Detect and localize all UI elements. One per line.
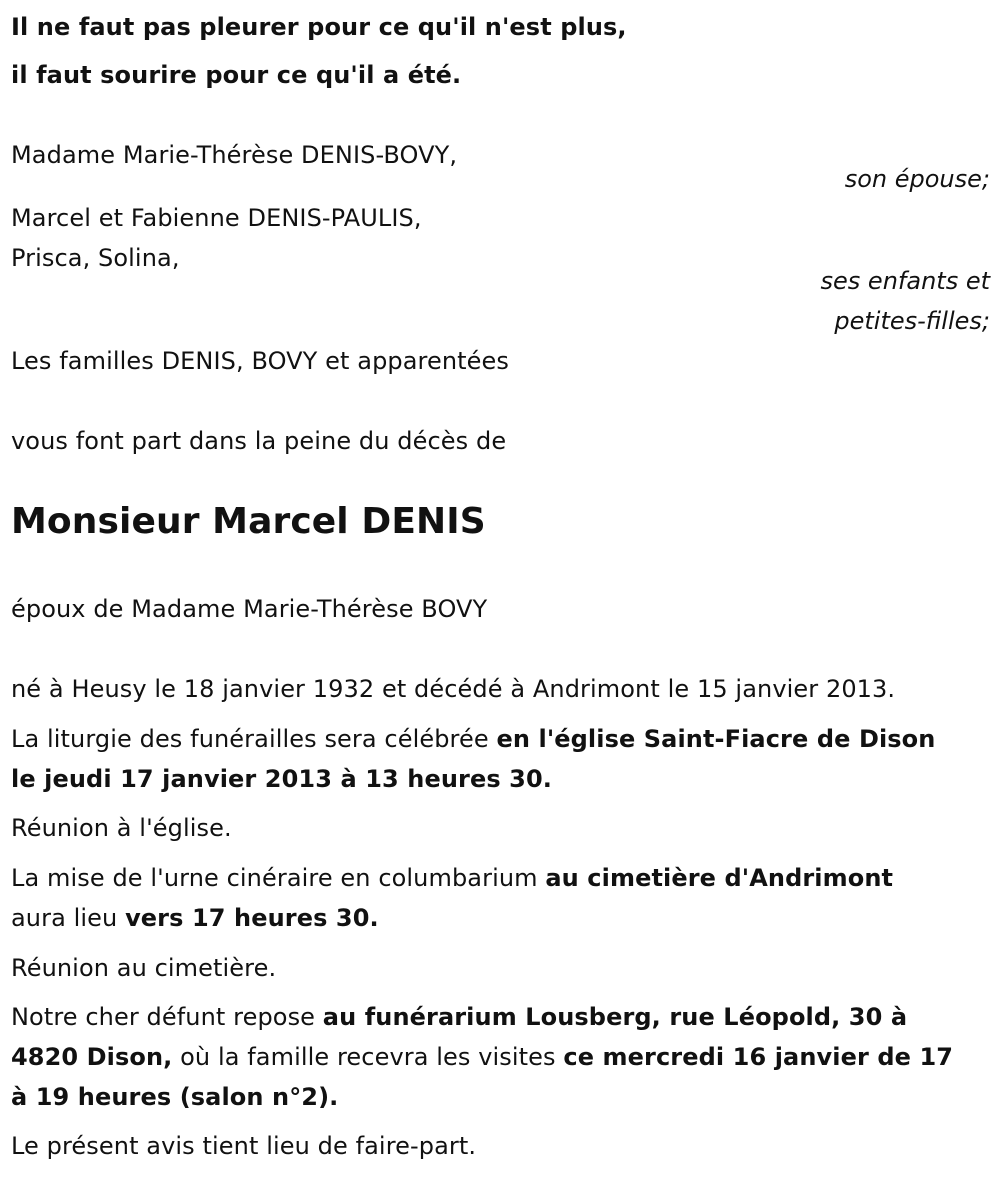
funeral-para-5-line-2 [11, 1042, 953, 1072]
funeral-para-5-line-1 [11, 1002, 907, 1032]
funeral-para-3-line-2 [11, 903, 379, 933]
spouse-name: Madame Marie-Thérèse DENIS-BOVY, [11, 141, 458, 169]
visits-time-end: à 19 heures (salon n°2). [11, 1083, 339, 1111]
urn-text: La mise de l'urne cinéraire en columbarium [11, 864, 546, 892]
spouse-of-line: époux de Madame Marie-Thérèse BOVY [11, 595, 488, 623]
quote-line-2: il faut sourire pour ce qu'il a été. [11, 61, 462, 89]
rest-text: Notre cher défunt repose [11, 1003, 323, 1031]
funeral-para-6: Le présent avis tient lieu de faire-part. [11, 1132, 477, 1160]
funeral-para-2: Réunion à l'église. [11, 814, 232, 842]
quote-line-1: Il ne faut pas pleurer pour ce qu'il n'est plus, [11, 13, 627, 41]
funeral-text: La liturgie des funérailles sera célébrée [11, 725, 497, 753]
visits-text: où la famille recevra les visites [172, 1043, 564, 1071]
children-role-1: ses enfants et [820, 267, 990, 295]
announce-line: vous font part dans la peine du décès de [11, 427, 507, 455]
funeral-date-time: le jeudi 17 janvier 2013 à 13 heures 30. [11, 765, 552, 793]
rest-place: au funérarium Lousberg, rue Léopold, 30 à [322, 1003, 908, 1031]
funeral-para-4: Réunion au cimetière. [11, 954, 277, 982]
funeral-para-5-line-3 [11, 1082, 338, 1112]
families-line: Les familles DENIS, BOVY et apparentées [11, 347, 510, 375]
funeral-para-1-line-2 [11, 764, 552, 794]
spouse-role: son épouse; [844, 165, 990, 193]
rest-city: 4820 Dison, [11, 1043, 173, 1071]
grandchildren-names: Prisca, Solina, [11, 244, 180, 272]
deceased-name: Monsieur Marcel DENIS [11, 501, 486, 542]
children-role-2: petites-filles; [834, 307, 990, 335]
visits-time: ce mercredi 16 janvier de 17 [563, 1043, 954, 1071]
urn-time: vers 17 heures 30. [125, 904, 379, 932]
dates-line: né à Heusy le 18 janvier 1932 et décédé à Andrimont le 15 janvier 2013. [11, 675, 896, 703]
funeral-church: en l'église Saint-Fiacre de Dison [496, 725, 936, 753]
funeral-para-3-line-1 [11, 863, 893, 893]
urn-cemetery: au cimetière d'Andrimont [545, 864, 894, 892]
urn-text-b: aura lieu [11, 904, 126, 932]
children-names: Marcel et Fabienne DENIS-PAULIS, [11, 204, 422, 232]
funeral-para-1-line-1 [11, 724, 935, 754]
